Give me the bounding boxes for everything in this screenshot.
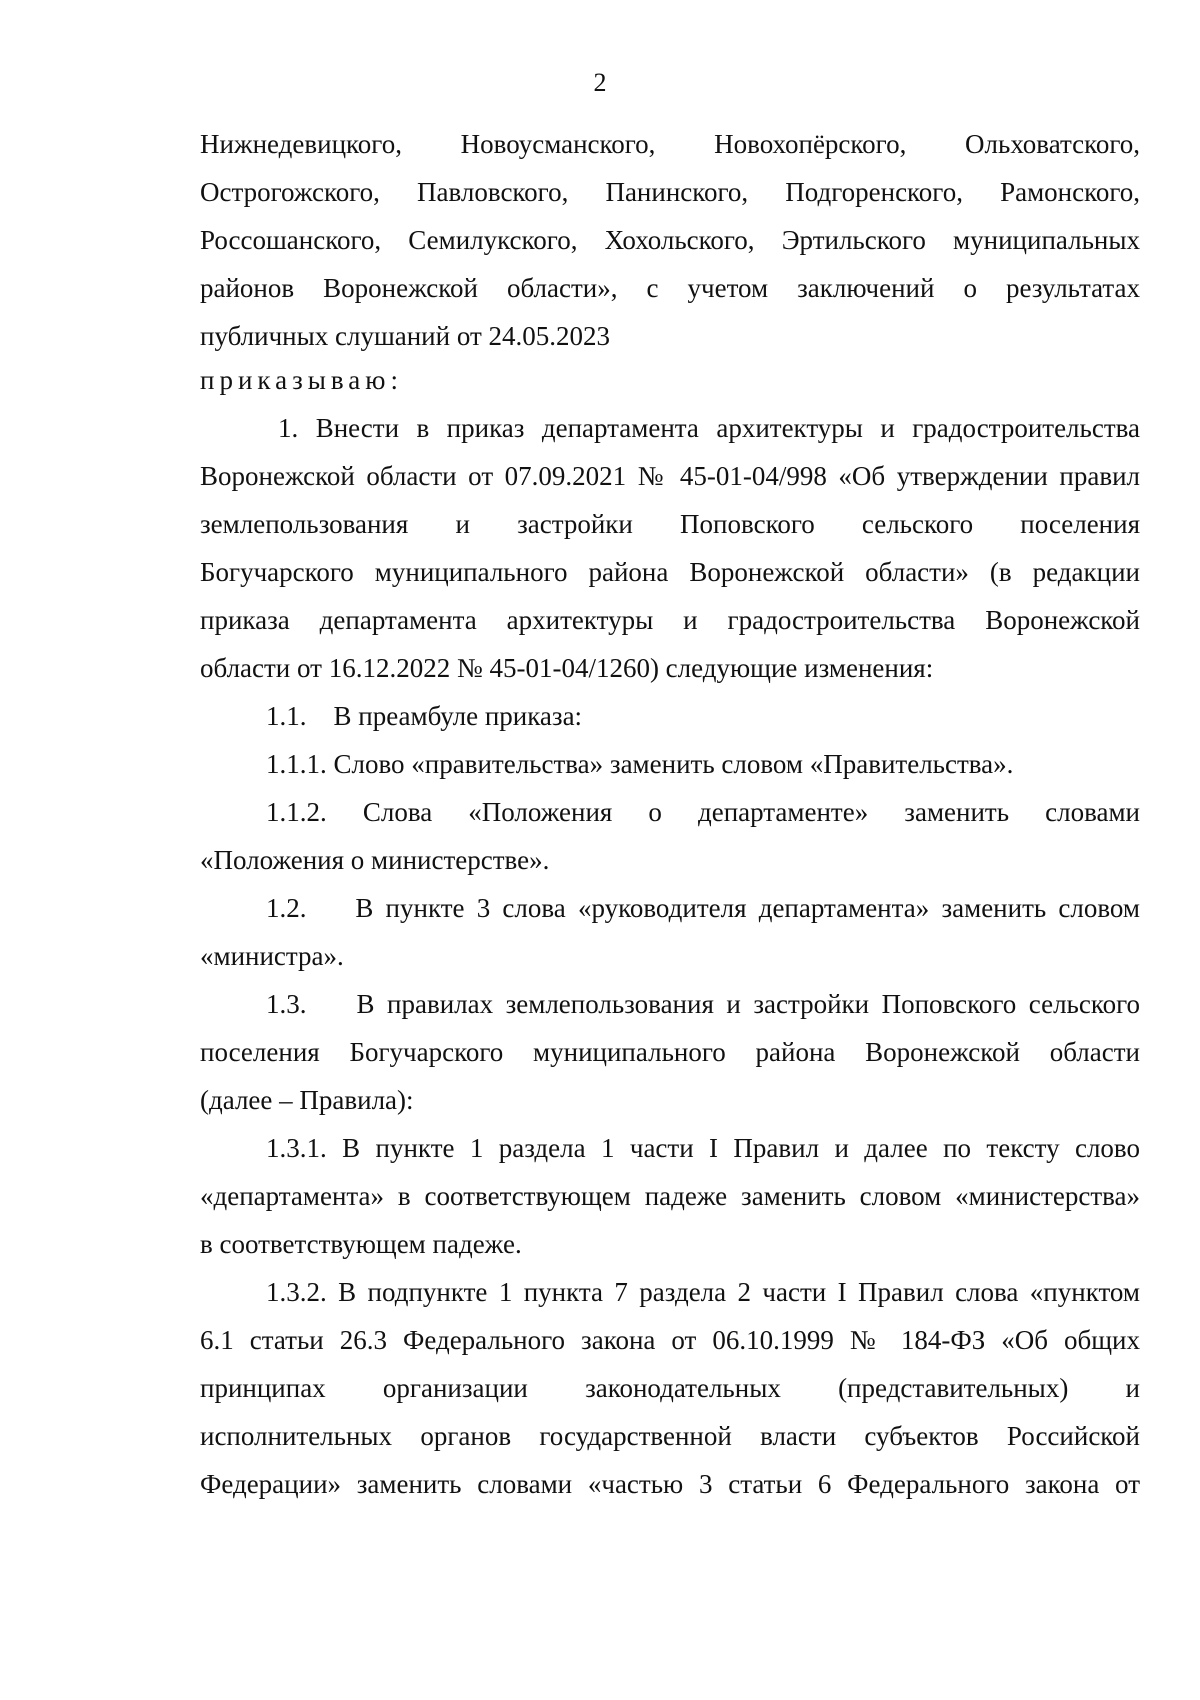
text-line: «министра». [200,941,344,971]
text-line: принципах организации законодательных (представительных) и [200,1373,1140,1403]
text-line: землепользования и застройки Поповского сельского поселения [200,509,1140,539]
page-number: 2 [593,68,607,97]
item-1-1-1 [200,740,1140,788]
item-1-1 [200,692,1140,740]
item-1-3-2 [200,1268,1140,1508]
item-1-3-1 [200,1124,1140,1268]
text-line: Федерации» заменить словами «частью 3 статьи 6 Федерального закона от [200,1469,1140,1499]
text-line: 1.1.1. Слово «правительства» заменить словом «Правительства». [266,749,1014,779]
text-line: области от 16.12.2022 № 45-01-04/1260) следующие изменения: [200,653,934,683]
text-line: публичных слушаний от 24.05.2023 [200,321,611,351]
order-word: приказываю: [200,365,403,395]
text-line: 1.1. В преамбуле приказа: [266,701,583,731]
text-line: Воронежской области от 07.09.2021 № 45-01-04/998 «Об утверждении правил [200,461,1140,491]
order-word-paragraph [200,356,1140,404]
intro-paragraph [200,120,1140,360]
document-body [200,120,1140,1508]
text-line: 1.1.2. Слова «Положения о департаменте» заменить словами [266,797,1140,827]
text-line: 1.3.2. В подпункте 1 пункта 7 раздела 2 части I Правил слова «пунктом [266,1277,1140,1307]
text-line: Россошанского, Семилукского, Хохольского, Эртильского муниципальных [200,225,1140,255]
text-line: (далее – Правила): [200,1085,414,1115]
text-line: приказа департамента архитектуры и градостроительства Воронежской [200,605,1140,635]
item-1-3 [200,980,1140,1124]
text-line: 6.1 статьи 26.3 Федерального закона от 06.10.1999 № 184-ФЗ «Об общих [200,1325,1140,1355]
item-1-2 [200,884,1140,980]
text-line: «Положения о министерстве». [200,845,550,875]
text-line: 1.2. В пункте 3 слова «руководителя департамента» заменить словом [266,893,1140,923]
text-line: Нижнедевицкого, Новоусманского, Новохопёрского, Ольховатского, [200,129,1140,159]
text-line: поселения Богучарского муниципального района Воронежской области [200,1037,1140,1067]
text-line: в соответствующем падеже. [200,1229,522,1259]
text-line: районов Воронежской области», с учетом заключений о результатах [200,273,1140,303]
text-line: Острогожского, Павловского, Панинского, Подгоренского, Рамонского, [200,177,1140,207]
item-1 [200,404,1140,692]
text-line: 1.3. В правилах землепользования и застройки Поповского сельского [266,989,1140,1019]
text-line: 1. Внести в приказ департамента архитектуры и градостроительства [278,413,1140,443]
text-line: «департамента» в соответствующем падеже заменить словом «министерства» [200,1181,1140,1211]
text-line: 1.3.1. В пункте 1 раздела 1 части I Правил и далее по тексту слово [266,1133,1140,1163]
text-line: Богучарского муниципального района Воронежской области» (в редакции [200,557,1140,587]
item-1-1-2 [200,788,1140,884]
text-line: исполнительных органов государственной власти субъектов Российской [200,1421,1140,1451]
